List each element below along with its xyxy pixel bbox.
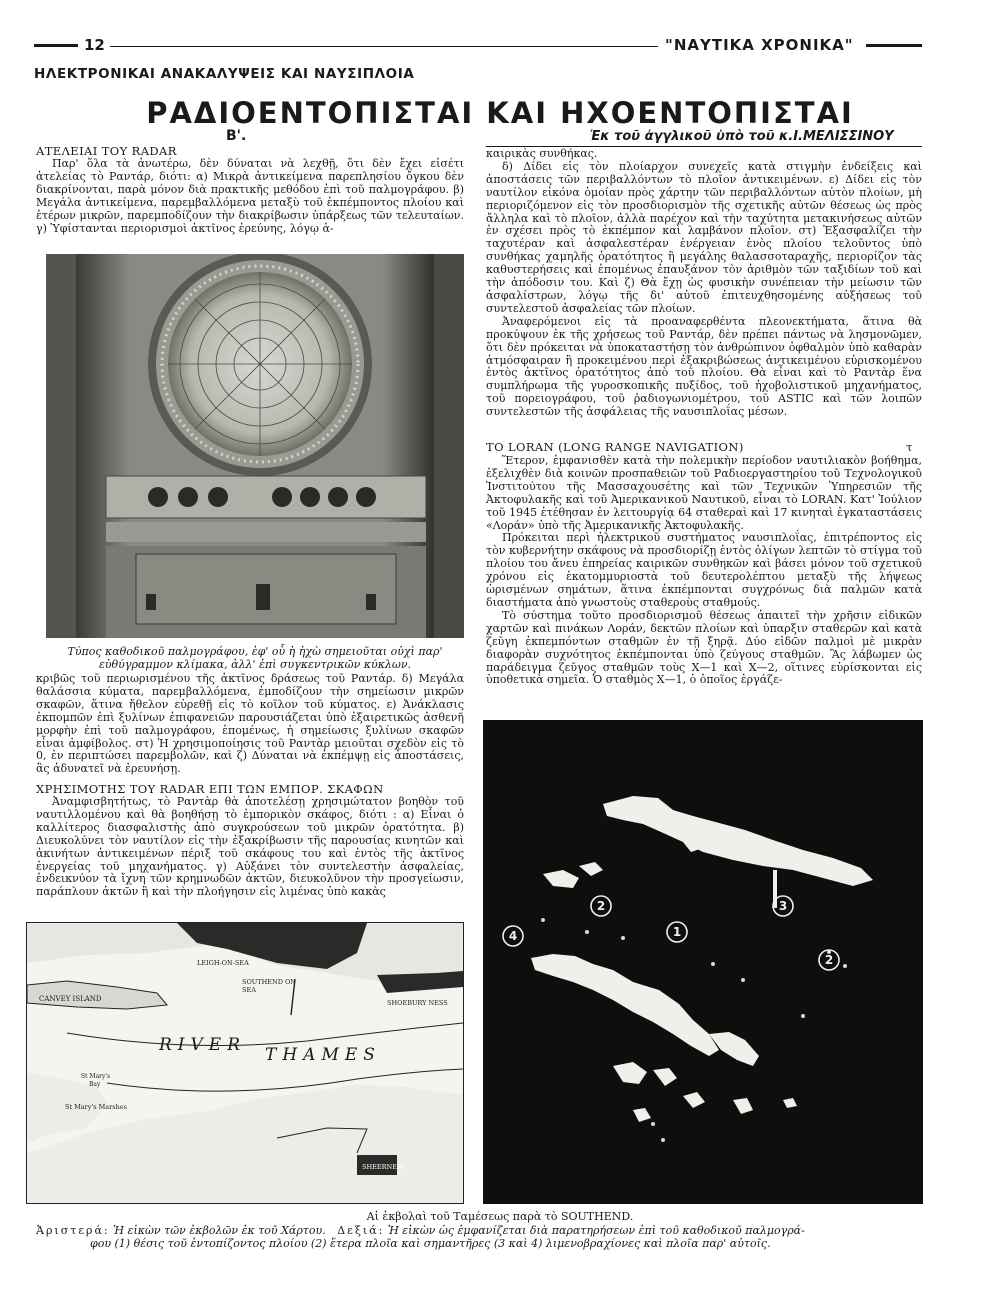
magazine-name: "ΝΑΥΤΙΚΑ ΧΡΟΝΙΚΑ" bbox=[665, 36, 854, 54]
map-label-canvey: CANVEY ISLAND bbox=[39, 995, 102, 1003]
radar-marker-3: 3 bbox=[778, 899, 788, 913]
left-text-block-3 bbox=[36, 796, 464, 899]
paragraph: Ἕτερον, ἐμφανισθὲν κατὰ τὴν πολεμικὴν περίοδον ναυτιλιακὸν βοήθημα, ἐξελιχθὲν διὰ κοινῶν προσπαθειῶν τοῦ Ραδιοεργαστηρίου τοῦ Τεχνολογικοῦ Ἰνστιτούτου τῆς Μασσαχουσέτης καὶ τῶν Τεχνικῶν Ὑπηρεσιῶν τῆς Ἀκτοφυλακῆς καὶ τοῦ Ἀμερικανικοῦ Ναυτικοῦ, εἶναι τὸ LORAN. Κατ' Ἰούλιον τοῦ 1945 ἐτέθησαν ἐν λειτουργίᾳ 64 σταθεραὶ καὶ 17 κινηταὶ ἐγκαταστάσεις «Λοράν» ὑπὸ τῆς Ἀμερικανικῆς Ἀκτοφυλακῆς. bbox=[486, 454, 922, 532]
left-text-block-2 bbox=[36, 673, 464, 776]
map-label-leigh: LEIGH-ON-SEA bbox=[197, 959, 249, 967]
paragraph: κριβῶς τοῦ περιωρισμένου τῆς ἀκτῖνος δράσεως τοῦ Ραντάρ. δ) Μεγάλα θαλάσσια κύματα, παρεμβαλλόμενα, ἐμποδίζουν τὴν σημείωσιν μικρῶν σκαφῶν, ἅτινα ἤθελον εὑρεθῇ εἰς τὸ κοῖλον τοῦ κύματος. ε) Ἀνάκλασις ἐκπομπῶν ἐπὶ ξυλίνων ἐπιφανειῶν παρουσιάζεται ὑπὸ ἐξαιρετικῶς ἀσθενῆ μορφὴν ἐπὶ τοῦ παλμογράφου, ἑπομένως, ἡ σημείωσις ξυλίνων σκαφῶν εἶναι ἀμφίβολος. στ) Ἡ χρησιμοποίησις τοῦ Ραντὰρ μειοῦται σχεδὸν εἰς τὸ 0, ἐν περιπτώσει παρεμβολῶν, καὶ ζ) Δύναται νὰ ἐκπέμψῃ εἰς ἀποστάσεις, ἃς ἀδυνατεῖ νὰ ἐρευνήσῃ. bbox=[36, 672, 464, 776]
bottom-caption-line3: φου (1) θέσις τοῦ ἐντοπίζοντος πλοίου (2) ἕτερα πλοῖα καὶ σημαντῆρες (3 καὶ 4) λιμενοβραχίονες καὶ πλοῖα παρ' αὐτοῖς. bbox=[90, 1237, 771, 1250]
thames-map bbox=[26, 922, 464, 1204]
right-text-block-2 bbox=[486, 455, 922, 687]
paragraph: Τὸ σύστημα τοῦτο προσδιορισμοῦ θέσεως ἀπαιτεῖ τὴν χρῆσιν εἰδικῶν χαρτῶν καὶ πινάκων Λοράν, δεκτῶν πλοίων καὶ ὑπαρξιν σταθερῶν καὶ κατὰ ζεῦγη ἐκπεμπόντων σταθμῶν ἐν τῇ ξηρᾷ. Δύο εἰδῶν παλμοὶ μὲ μικρὰν διαφορὰν συχνότητος ἐκπέμπονται ὑπὸ ζεύγους σταθμῶν. Ἂς λάβωμεν ὡς παράδειγμα ζεῦγος σταθμῶν τοὺς Χ—1 καὶ Χ—2, οἵτινες εὑρίσκονται εἰς ὑποθετικὰ σημεῖα. Ὁ σταθμὸς Χ—1, ὁ ὁποῖος ἐργάζε- bbox=[486, 608, 922, 687]
radar-marker-1: 1 bbox=[672, 925, 682, 939]
section-heading: ΗΛΕΚΤΡΟΝΙΚΑΙ ΑΝΑΚΑΛΥΨΕΙΣ ΚΑΙ ΝΑΥΣΙΠΛΟΙΑ bbox=[34, 66, 415, 82]
bottom-caption-line1: Αἱ ἐκβολαὶ τοῦ Ταμέσεως παρὰ τὸ SOUTHEND. bbox=[366, 1210, 634, 1223]
paragraph: καιρικὰς συνθήκας. bbox=[486, 147, 598, 160]
subhead-loran: ΤΟ LORAN (LONG RANGE NAVIGATION) bbox=[486, 440, 744, 454]
caption-label-left: Ἀριστερά: bbox=[36, 1224, 110, 1237]
paragraph: Ἀναμφισβητήτως, τὸ Ραντὰρ θὰ ἀποτελέσῃ χρησιμώτατον βοηθὸν τοῦ ναυτιλλομένου καὶ θὰ βοηθήσῃ τὸ ἐμπορικὸν σκάφος, διότι : α) Εἶναι ὁ καλλίτερος διασφαλιστὴς ἀπὸ συγκρούσεων τοῦ μικρῶν ὁρατότητα. β) Διευκολύνει τὸν ναυτίλον εἰς τὴν ἐξακρίβωσιν τῆς παρουσίας κινητῶν καὶ ἀκινήτων ἀντικειμένων πέριξ τοῦ σκάφους του καὶ ἐντὸς τῆς ἀκτῖνος ἐνεργείας τοῦ μηχανήματος. γ) Αὐξάνει τὸν συντελεστὴν ἀσφαλείας, ἐνδεικνύον τὰ ἴχνη τῶν κρημνωδῶν ἀκτῶν, διευκολῦνον τὴν προσγείωσιν, παράπλουν ἀκτῶν ἢ καὶ τὴν πλοήγησιν εἰς λιμένας ὑπὸ κακὰς bbox=[36, 795, 464, 899]
radar-scope-image bbox=[483, 720, 923, 1204]
radar-photo-caption-1: Τύπος καθοδικοῦ παλμογράφου, ἐφ' οὗ ἡ ἠχὼ σημειοῦται οὐχὶ παρ' bbox=[67, 645, 443, 658]
caption-label-right: Δεξιά: bbox=[337, 1224, 385, 1237]
article-byline: Ἐκ τοῦ ἀγγλικοῦ ὑπὸ τοῦ κ.Ι.ΜΕΛΙΣΣΙΝΟΥ bbox=[590, 129, 894, 144]
map-label-thames: THAMES bbox=[265, 1045, 381, 1065]
map-label-southend: SOUTHEND ON SEA bbox=[242, 978, 296, 994]
map-label-stmarys-bay-2: Bay bbox=[89, 1081, 101, 1088]
map-label-sheerness: SHEERNESS bbox=[362, 1163, 406, 1171]
caption-text-right: Ἡ εἰκὼν ὡς ἐμφανίζεται διὰ παρατηρήσεων ἐπὶ τοῦ καθοδικοῦ παλμογρά- bbox=[387, 1224, 805, 1237]
paragraph: δ) Δίδει εἰς τὸν πλοίαρχον συνεχεῖς κατὰ στιγμὴν ἐνδείξεις καὶ ἀποστάσεις τῶν περιβαλλόντων τὸ πλοῖον ἀντικειμένων. ε) Δίδει εἰς τὸν ναυτίλον εἰκόνα ὁμοίαν πρὸς χάρτην τῶν περιβαλλόντων αὐτὸν πλοίων, μὴ περιοριζόμενον εἰς τὸν προσδιορισμὸν τῆς σχετικῆς αὐτῶν θέσεως ὡς πρὸς ἄλληλα καὶ τὸ πλοῖον, ἀλλὰ παρέχον καὶ τὴν ταχύτητα μετακινήσεως αὐτῶν ἐν σχέσει πρὸς τὸ ἐκπέμπον καὶ λαμβάνον πλοῖον. στ) Ἐξασφαλίζει τὴν ταχυτέραν καὶ ἀσφαλεστέραν ἐνέργειαν ἑνὸς πλοίου τελοῦντος ὑπὸ συνθήκας χαμηλῆς ὁρατότητος ἢ μεγάλης θαλασσοταραχῆς, περιορίζον τὰς καθυστερήσεις καὶ ἑπομένως ἐπαυξάνον τὸν ἀριθμὸν τῶν ταξιδίων τοῦ καὶ τὴν ἀπόδοσιν του. Καὶ ζ) Θὰ ἔχῃ ὡς φυσικὴν συνέπειαν τὴν μείωσιν τῶν ἀσφαλίστρων, λόγῳ τῆς δι' αὐτοῦ ἐπιτευχθησομένης αὐξήσεως τοῦ συντελεστοῦ ἀσφαλείας τῶν πλοίων. bbox=[486, 159, 922, 315]
page-number: 12 bbox=[84, 36, 105, 54]
radar-photo-caption-2: εὐθύγραμμον κλίμακα, ἀλλ' ἐπὶ συγκεντρικῶν κύκλων. bbox=[98, 658, 412, 671]
caption-text-left: Ἡ εἰκὼν τῶν ἐκβολῶν ἐκ τοῦ Χάρτου. bbox=[113, 1224, 326, 1237]
map-label-stmarys-marshes: St Mary's Marshes bbox=[65, 1103, 127, 1111]
left-text-block-1 bbox=[36, 158, 464, 235]
radar-marker-4: 4 bbox=[508, 929, 518, 943]
radar-marker-2b: 2 bbox=[824, 953, 834, 967]
header-rule-left bbox=[34, 44, 78, 47]
bottom-caption-line2 bbox=[36, 1224, 936, 1237]
article-title: ΡΑΔΙΟΕΝΤΟΠΙΣΤΑΙ ΚΑΙ ΗΧΟΕΝΤΟΠΙΣΤΑΙ bbox=[146, 96, 854, 130]
radar-marker-2: 2 bbox=[596, 899, 606, 913]
paragraph: Παρ' ὅλα τὰ ἀνωτέρω, δὲν δύναται νὰ λεχθῇ, ὅτι δὲν ἔχει εἰσέτι ἀτελείας τὸ Ραντάρ, διότι: α) Μικρὰ ἀντικείμενα παρεπλησίου ὄγκου δὲν διακρίνονται, παρὰ μόνον διὰ πρακτικῆς μεθόδου ἐπὶ τοῦ παλμογράφου. β) Μεγάλα ἀντικείμενα, παρεμβαλλόμενα μεταξὺ τοῦ ἐκπέμποντος πλοίου καὶ ἑτέρων μικρῶν, παρεμποδίζουν τὴν διακρίβωσιν ὑπάρξεως τῶν τελευταίων. γ) Ὑφίστανται περιορισμοὶ ἀκτῖνος ἐρεύνης, λόγῳ ἀ- bbox=[36, 157, 464, 235]
subhead-loran-mark: τ bbox=[906, 440, 913, 454]
map-label-shoebury: SHOEBURY NESS bbox=[387, 999, 448, 1007]
subhead-radar-merchant: ΧΡΗΣΙΜΟΤΗΣ ΤΟΥ RADAR ΕΠΙ ΤΩΝ ΕΜΠΟΡ. ΣΚΑΦΩΝ bbox=[36, 782, 384, 796]
subhead-radar-flaws: ΑΤΕΛΕΙΑΙ ΤΟΥ RADAR bbox=[36, 144, 177, 158]
paragraph: Ἀναφερόμενοι εἰς τὰ προαναφερθέντα πλεονεκτήματα, ἅτινα θὰ προκύψουν ἐκ τῆς χρήσεως τοῦ Ραντάρ, δὲν πρέπει πάντως νὰ λησμονῶμεν, ὅτι δὲν πρόκειται νὰ ὑποκαταστήσῃ τὸν ἀνθρώπινον ὀφθαλμὸν ὑπὸ καθαρὰν ἀτμόσφαιραν ἢ προκειμένου περὶ ἐξακριβώσεως ἀντικειμένου εὑρισκομένου ἐντὸς ἀκτῖνος ὁρατότητος ἀπὸ τοῦ πλοίου. Θὰ εἶναι καὶ τὸ Ραντὰρ ἕνα συμπλήρωμα τῆς γυροσκοπικῆς πυξίδος, τοῦ ἠχοβολιστικοῦ μηχανήματος, τοῦ πορειογράφου, τοῦ ῥαδιογωνιομέτρου, τοῦ ASTIC καὶ τῶν λοιπῶν συντελεστῶν τῆς ἀσφάλειας τῆς ναυσιπλοΐας μέσων. bbox=[486, 314, 922, 419]
article-part: Β'. bbox=[226, 128, 247, 144]
map-label-stmarys-bay-1: St Mary's bbox=[81, 1073, 111, 1080]
map-label-river: RIVER bbox=[159, 1035, 247, 1055]
paragraph: Πρόκειται περὶ ἠλεκτρικοῦ συστήματος ναυσιπλοΐας, ἐπιτρέποντος εἰς τὸν κυβερνήτην σκάφους νὰ προσδιορίζῃ ἐντὸς ὀλίγων λεπτῶν τὸ στίγμα τοῦ πλοίου του ἄνευ ἐπηρείας καιρικῶν συνθηκῶν καὶ βάσει μόνον τοῦ σχετικοῦ χρόνου εἰς ἑκατομμυριοστὰ τοῦ δευτερολέπτου μεταξὺ τῆς λήψεως ὡρισμένων σημάτων, ἅτινα ἐκπέμπονται συγχρόνως διὰ παλμῶν κατὰ διαστήματα ἀπὸ γνωστοὺς σταθεροὺς σταθμούς. bbox=[486, 531, 922, 609]
radar-photo bbox=[46, 254, 464, 638]
header-rule-right bbox=[866, 44, 922, 47]
right-text-block-1 bbox=[486, 148, 922, 419]
header-rule-middle bbox=[110, 46, 658, 47]
